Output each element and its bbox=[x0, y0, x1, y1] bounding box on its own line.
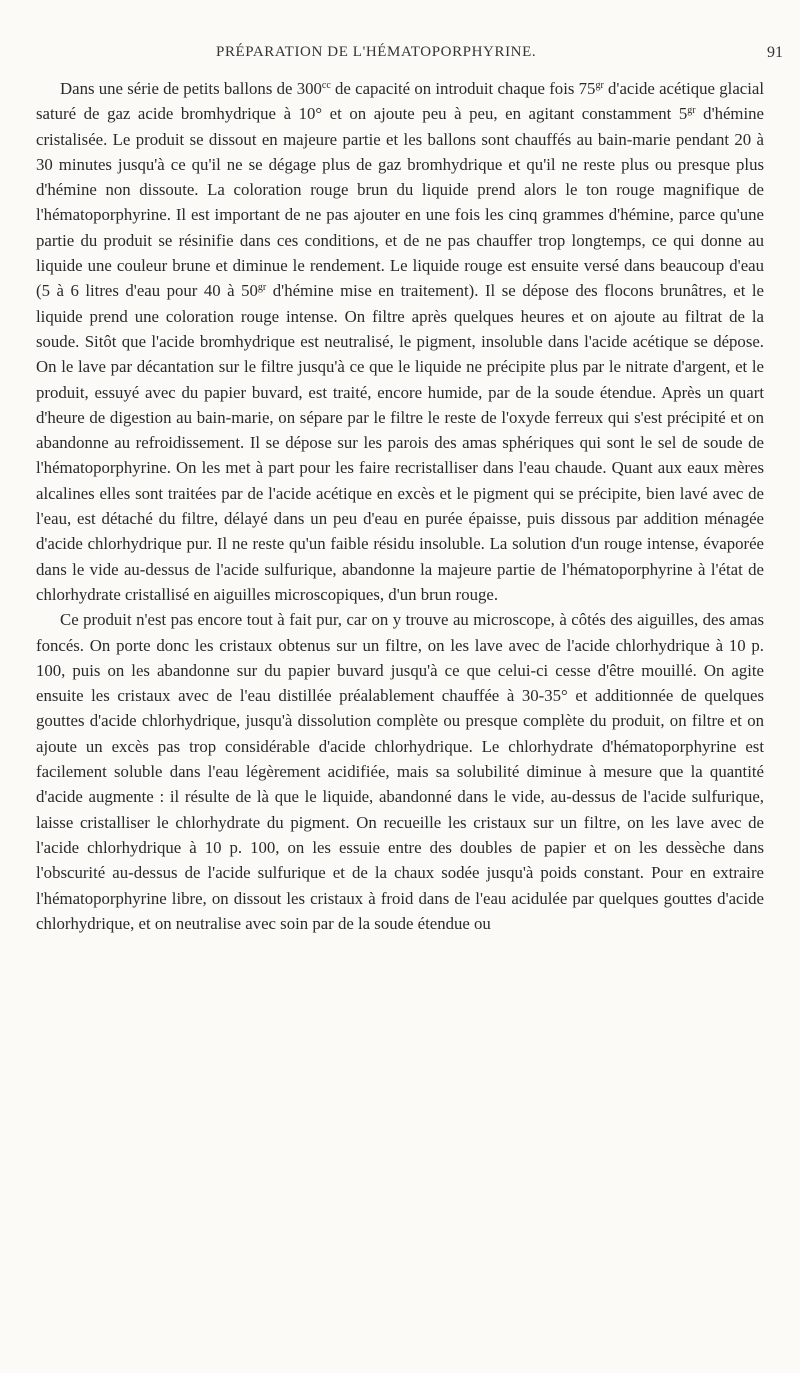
unit-superscript: gr bbox=[595, 80, 604, 91]
unit-superscript: cc bbox=[321, 80, 331, 91]
paragraph-1-text-d: d'hémine cristalisée. Le produit se dissout en majeure partie et les ballons sont chauffés au bain-marie pendant 20 à 30 minutes jusqu'à ce qu'il ne se dégage plus de gaz bromhydrique et qu'il ne reste plus ou presque plus d'hémine non dissoute. La coloration rouge brun du liquide prend alors le ton rouge magnifique de l'hématoporphyrine. Il est important de ne pas ajouter en une fois les cinq grammes d'hémine, parce qu'une partie du produit se résinifie dans ces conditions, et de ne pas chauffer trop longtemps, ce qui donne au liquide une couleur brune et diminue le rendement. Le liquide rouge est ensuite versé dans beaucoup d'eau (5 à 6 litres d'eau pour 40 à 50 bbox=[36, 104, 764, 301]
running-title: PRÉPARATION DE L'HÉMATOPORPHYRINE. bbox=[216, 44, 537, 60]
unit-superscript: gr bbox=[687, 105, 696, 117]
body-text bbox=[36, 76, 764, 936]
paragraph-2: Ce produit n'est pas encore tout à fait pur, car on y trouve au microscope, à côtés des aiguilles, des amas foncés. On porte donc les cristaux obtenus sur un filtre, on les lave avec de l'acide chlorhydrique à 10 p. 100, puis on les abandonne sur du papier buvard jusqu'à ce que celui-ci cesse d'être mouillé. On agite ensuite les cristaux avec de l'eau distillée préalablement chauffée à 30-35° et additionnée de quelques gouttes d'acide chlorhydrique, jusqu'à dissolution complète ou presque complète du produit, on filtre et on ajoute un excès pas trop considérable d'acide chlorhydrique. Le chlorhydrate d'hématoporphyrine est facilement soluble dans l'eau légèrement acidifiée, mais sa solubilité diminue à mesure que la quantité d'acide augmente : il résulte de là que le liquide, abandonné dans le vide, au-dessus de l'acide sulfurique, laisse cristalliser le chlorhydrate du pigment. On recueille les cristaux sur un filtre, on les lave avec de l'acide chlorhydrique à 10 p. 100, on les essuie entre des doubles de papier et on les dessèche dans l'obscurité au-dessus de l'acide sulfurique et de la chaux sodée jusqu'à poids constant. Pour en extraire l'hématoporphyrine libre, on dissout les cristaux à froid dans de l'eau acidulée par quelques gouttes d'acide chlorhydrique, et on neutralise avec soin par de la soude étendue ou bbox=[36, 610, 764, 933]
paragraph-1 bbox=[36, 76, 764, 607]
paragraph-1-text-a: Dans une série de petits ballons de 300 bbox=[60, 79, 322, 98]
running-head bbox=[0, 44, 800, 66]
paragraph-1-text-b: de capacité on introduit chaque fois 75 bbox=[330, 79, 596, 98]
unit-superscript: gr bbox=[257, 282, 267, 294]
paragraph-1-text-e: d'hémine mise en traitement). Il se dépose des flocons brunâtres, et le liquide prend une coloration rouge intense. On filtre après quelques heures et on ajoute au filtrat de la soude. Sitôt que l'acide bromhydrique est neutralisé, le pigment, insoluble dans l'acide acétique se dépose. On le lave par décantation sur le filtre jusqu'à ce que le liquide ne précipite plus par le nitrate d'argent, et le produit, essuyé avec du papier buvard, est traité, encore humide, par de la soude étendue. Après un quart d'heure de digestion au bain-marie, on sépare par le filtre le reste de l'oxyde ferreux qui s'est précipité et on abandonne au refroidissement. Il se dépose sur les parois des amas sphériques qui sont le sel de soude de l'hématoporphyrine. On les met à part pour les faire recristalliser dans l'eau chaude. Quant aux eaux mères alcalines elles sont traitées par de l'acide acétique en excès et le pigment qui se précipite, bien lavé avec de l'eau, est détaché du filtre, délayé dans un peu d'eau en purée épaisse, puis dissous par addition ménagée d'acide chlorhydrique pur. Il ne reste qu'un faible résidu insoluble. La solution d'un rouge intense, évaporée dans le vide au-dessus de l'acide sulfurique, abandonne la majeure partie de l'hématoporphyrine à l'état de chlorhydrate cristallisé en aiguilles microscopiques, d'un brun rouge. bbox=[36, 281, 764, 604]
paragraph-1-text-c: d'acide acétique glacial saturé de gaz acide bromhydrique à 10° et on ajoute peu à peu, en agitant constamment 5 bbox=[36, 79, 764, 124]
page-number: 91 bbox=[767, 44, 783, 61]
